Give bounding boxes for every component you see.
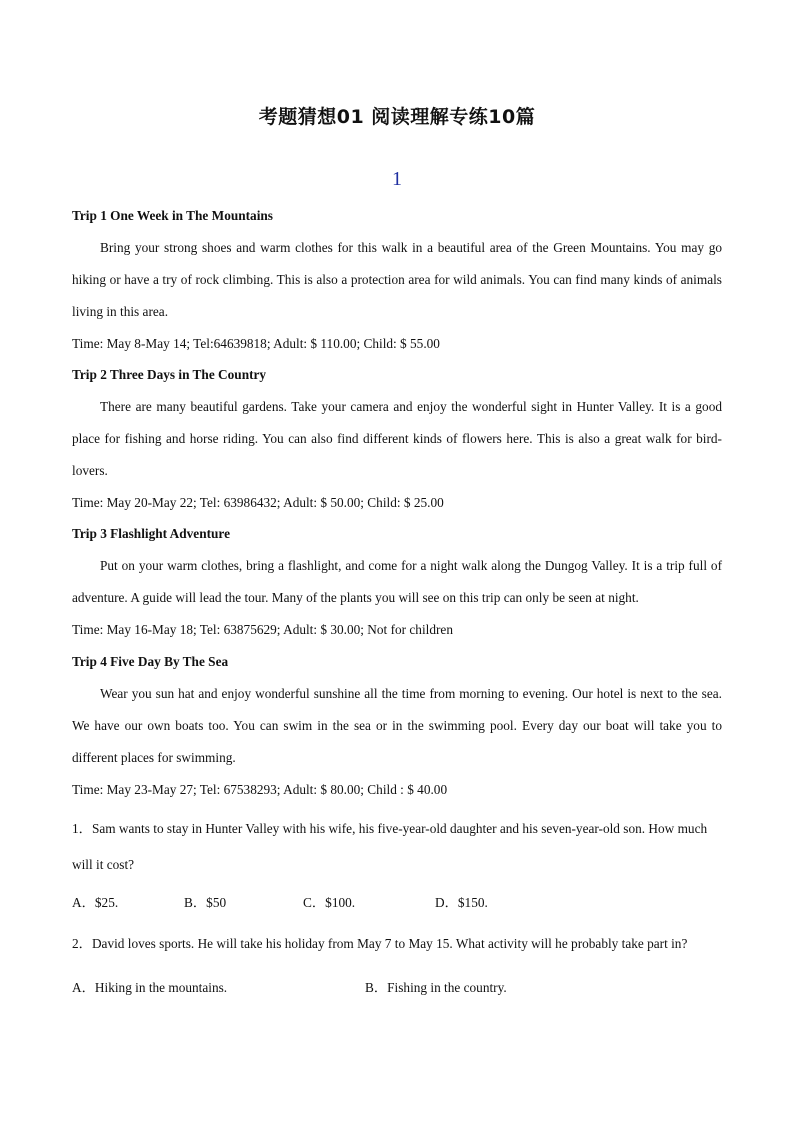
- passage-number: 1: [392, 168, 402, 190]
- trip-1: [72, 200, 722, 360]
- trip-info: Time: May 16-May 18; Tel: 63875629; Adult: $ 30.00; Not for children: [72, 622, 453, 637]
- page-title: 考题猜想01 阅读理解专练10篇: [258, 106, 536, 128]
- option-c[interactable]: C．$100.: [303, 895, 356, 910]
- question-1: [72, 811, 722, 883]
- trip-4: [72, 646, 722, 806]
- option-a[interactable]: A．$25.: [72, 895, 119, 910]
- trip-heading: Trip 2 Three Days in The Country: [72, 367, 267, 382]
- trip-description: Wear you sun hat and enjoy wonderful sunshine all the time from morning to evening. Our hotel is next to the sea. We have our own boats too. You can swim in the sea or in the swimming pool. Every day our boat will take you to different places for swimming.: [72, 686, 722, 765]
- question-stem: 1．Sam wants to stay in Hunter Valley with his wife, his five-year-old daughter and his seven-year-old son. How much will it cost?: [72, 821, 708, 872]
- option-a[interactable]: A．Hiking in the mountains.: [72, 980, 228, 995]
- trip-info: Time: May 8-May 14; Tel:64639818; Adult: $ 110.00; Child: $ 55.00: [72, 336, 440, 351]
- question-2: [72, 928, 722, 960]
- option-b[interactable]: B．Fishing in the country.: [365, 980, 507, 995]
- question-1-options: [72, 892, 722, 912]
- trip-heading: Trip 3 Flashlight Adventure: [72, 526, 230, 541]
- question-2-options: [72, 977, 722, 997]
- trip-2: [72, 359, 722, 519]
- trip-description: There are many beautiful gardens. Take your camera and enjoy the wonderful sight in Hunter Valley. It is a good place for fishing and horse riding. You can also find different kinds of flowers here. This is also a great walk for bird-lovers.: [72, 399, 722, 478]
- trip-description: Put on your warm clothes, bring a flashlight, and come for a night walk along the Dungog Valley. It is a trip full of adventure. A guide will lead the tour. Many of the plants you will see on this trip can only be seen at night.: [72, 558, 722, 605]
- option-b[interactable]: B．$50: [184, 895, 227, 910]
- trip-info: Time: May 23-May 27; Tel: 67538293; Adult: $ 80.00; Child : $ 40.00: [72, 782, 448, 797]
- option-d[interactable]: D．$150.: [435, 895, 488, 910]
- question-stem: 2．David loves sports. He will take his holiday from May 7 to May 15. What activity will he probably take part in?: [72, 936, 688, 951]
- trip-info: Time: May 20-May 22; Tel: 63986432; Adult: $ 50.00; Child: $ 25.00: [72, 495, 444, 510]
- trip-description: Bring your strong shoes and warm clothes for this walk in a beautiful area of the Green Mountains. You may go hiking or have a try of rock climbing. This is also a protection area for wild animals. You can find many kinds of animals living in this area.: [72, 240, 722, 319]
- trip-heading: Trip 1 One Week in The Mountains: [72, 208, 273, 223]
- trip-heading: Trip 4 Five Day By The Sea: [72, 654, 229, 669]
- trip-3: [72, 518, 722, 646]
